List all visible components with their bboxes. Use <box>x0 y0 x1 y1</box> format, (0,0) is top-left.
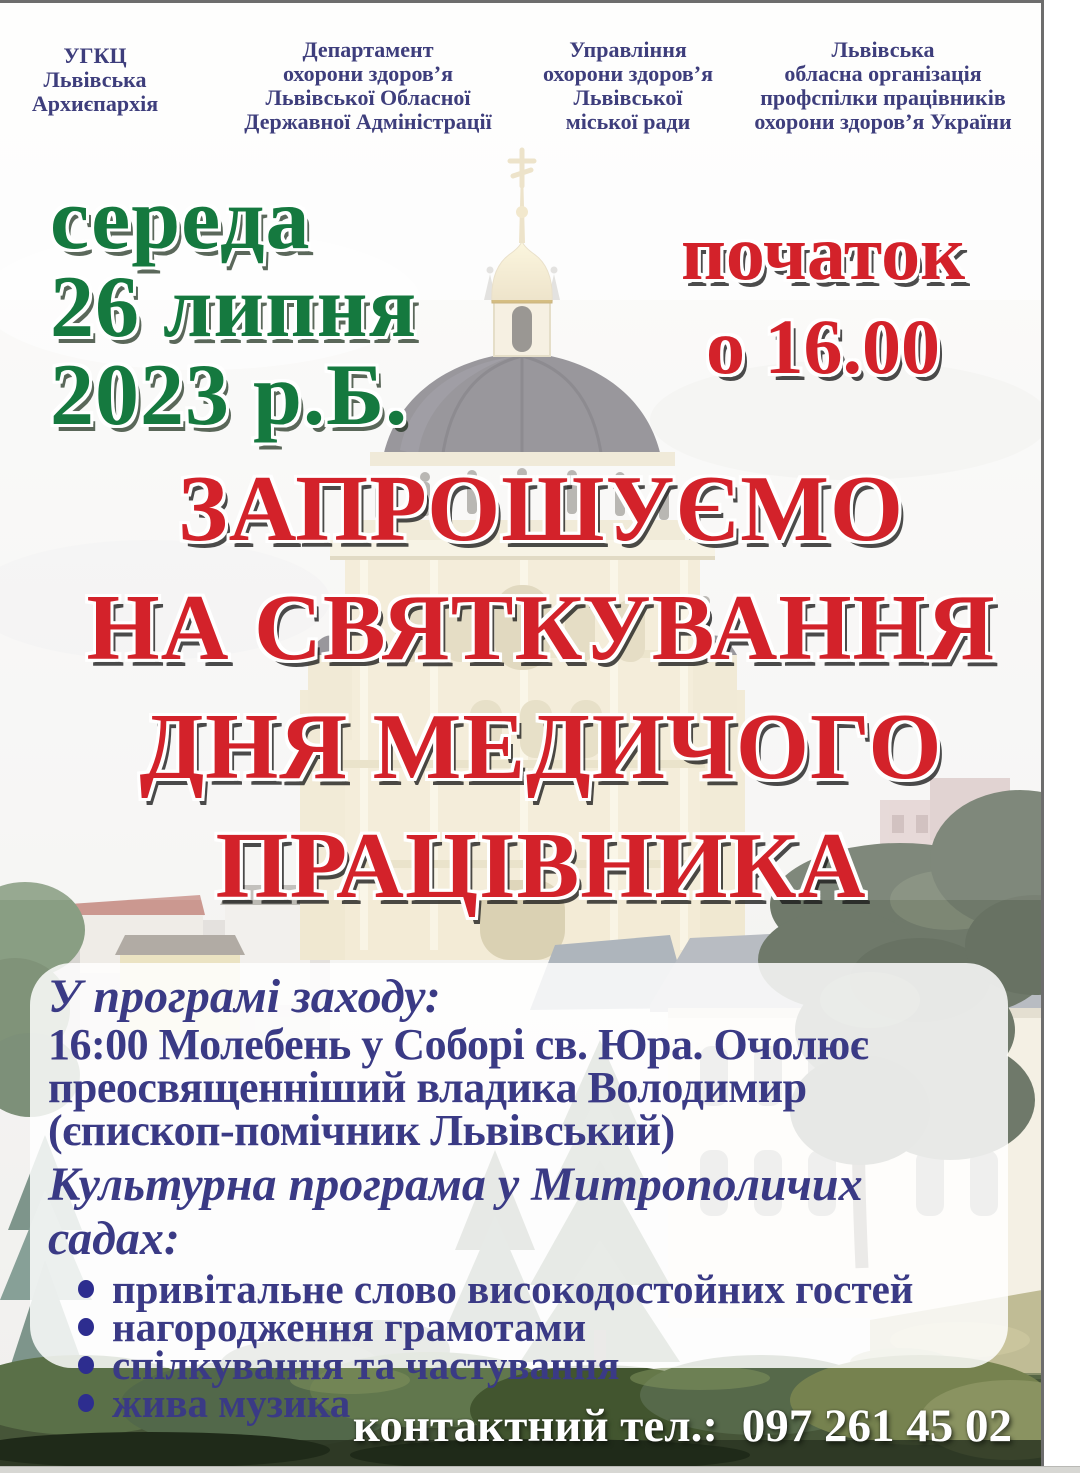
bullet-dot-icon <box>78 1356 94 1374</box>
org-line: Львівська <box>831 37 935 62</box>
org-block-trade-union <box>732 38 1034 134</box>
program-moleben-line: (єпископ-помічник Львівський) <box>48 1106 675 1155</box>
org-line: УГКЦ <box>63 43 127 68</box>
org-block-ugcc <box>28 44 162 116</box>
bullet-item <box>48 1342 992 1388</box>
contact-label: контактний тел.: <box>352 1400 718 1452</box>
start-time-line: о 16.00 <box>706 303 940 390</box>
bullet-text: жива музика <box>112 1380 351 1426</box>
org-line: Департамент <box>302 37 434 62</box>
bullet-item <box>48 1304 992 1350</box>
org-line: Управління <box>569 37 687 62</box>
org-line: Львівська <box>43 67 147 92</box>
org-line: охорони здоров’я України <box>754 109 1012 134</box>
date-line: 2023 р.Б. <box>50 347 409 444</box>
contact-phone: 097 261 45 02 <box>741 1400 1012 1452</box>
contact-line <box>0 1399 1012 1453</box>
bullet-dot-icon <box>78 1280 94 1298</box>
invitation-line: ДНЯ МЕДИЧОГО <box>139 695 943 799</box>
org-line: Львівської Обласної <box>265 85 471 110</box>
org-line: Державної Адміністрації <box>244 109 492 134</box>
org-line: обласна організація <box>784 61 982 86</box>
bullet-text: привітальне слово високодостойних гостей <box>112 1266 914 1312</box>
bullet-text: спілкування та частування <box>112 1342 620 1388</box>
bullet-dot-icon <box>78 1318 94 1336</box>
org-block-city-council <box>524 38 732 134</box>
org-line: Львівської <box>573 85 683 110</box>
event-date <box>50 171 418 444</box>
start-time-line: початок <box>680 209 966 296</box>
invitation-line: ПРАЦІВНИКА <box>215 814 867 918</box>
bullet-text: нагородження грамотами <box>112 1304 587 1350</box>
invitation-line: НА СВЯТКУВАННЯ <box>86 576 996 680</box>
poster-frame-top <box>0 0 1043 3</box>
date-line: 26 липня <box>50 259 418 356</box>
program-heading: У програмі заходу: <box>48 970 441 1023</box>
org-block-health-department <box>230 38 506 134</box>
org-line: міської ради <box>565 109 691 134</box>
date-line: середа <box>50 171 311 268</box>
program-moleben-line: преосвященніший владика Володимир <box>48 1063 807 1112</box>
program-moleben-line: 16:00 Молебень у Соборі св. Юра. Очолює <box>48 1020 869 1069</box>
cultural-program-heading: Культурна програма у Митрополичих садах: <box>48 1158 863 1265</box>
org-line: охорони здоров’я <box>542 61 714 86</box>
org-line: охорони здоров’я <box>282 61 454 86</box>
org-line: профспілки працівників <box>760 85 1006 110</box>
invitation-heading <box>20 450 1062 926</box>
poster-right-margin <box>1044 0 1080 1473</box>
start-time <box>628 206 1018 394</box>
invitation-line: ЗАПРОШУЄМО <box>177 457 905 561</box>
org-line: Архиєпархія <box>31 91 159 116</box>
bullet-item <box>48 1266 992 1312</box>
poster-bottom-edge <box>0 1466 1080 1473</box>
